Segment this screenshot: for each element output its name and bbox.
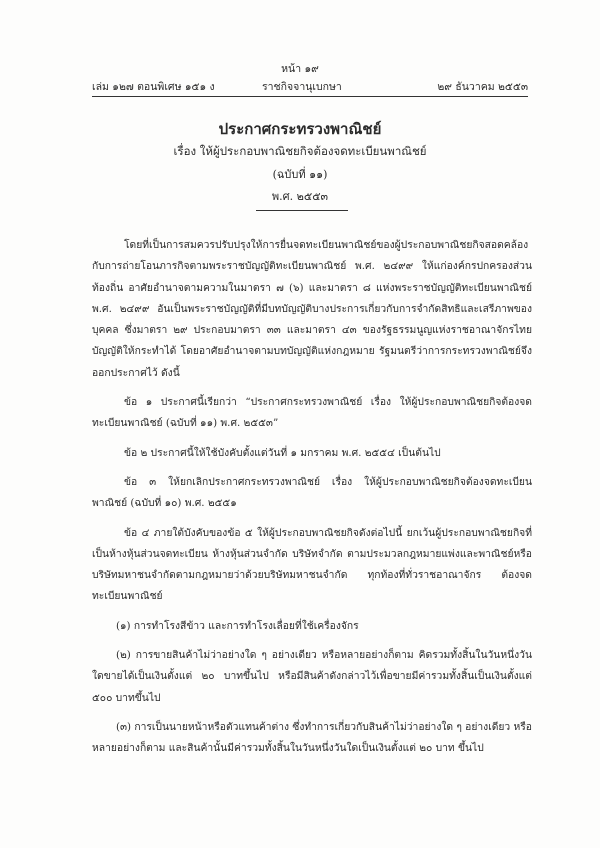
header-row	[92, 78, 528, 92]
gazette-header	[0, 60, 600, 106]
clause-1: ข้อ ๑ ประกาศนี้เรียกว่า “ประกาศกระทรวงพาณิชย์ เรื่อง ให้ผู้ประกอบพาณิชยกิจต้องจดทะเบียนพาณิชย์ (ฉบับที่ ๑๑) พ.ศ. ๒๕๕๓”	[92, 396, 532, 430]
clause-4: ข้อ ๔ ภายใต้บังคับของข้อ ๕ ให้ผู้ประกอบพาณิชยกิจดังต่อไปนี้ ยกเว้นผู้ประกอบพาณิชยกิจที่เป็นห้างหุ้นส่วนจดทะเบียน ห้างหุ้นส่วนจำกัด บริษัทจำกัด ตามประมวลกฎหมายแพ่งและพาณิชย์หรือบริษัทมหาชนจำกัดตามกฎหมายว่าด้วยบริษัทมหาชนจำกัด ทุกท้องที่ทั่วราชอาณาจักร ต้องจดทะเบียนพาณิชย์	[92, 526, 532, 603]
volume-info: เล่ม ๑๒๗ ตอนพิเศษ ๑๕๑ ง	[92, 81, 215, 93]
gazette-name: ราชกิจจานุเบกษา	[262, 81, 342, 93]
clause-3: ข้อ ๓ ให้ยกเลิกประกาศกระทรวงพาณิชย์ เรื่อง ให้ผู้ประกอบพาณิชยกิจต้องจดทะเบียนพาณิชย์ (ฉบับที่ ๑๐) พ.ศ. ๒๕๕๑	[92, 475, 532, 510]
clause-4-item-2: (๒) การขายสินค้าไม่ว่าอย่างใด ๆ อย่างเดียว หรือหลายอย่างก็ตาม คิดรวมทั้งสิ้นในวันหนึ่งวันใดขายได้เป็นเงินตั้งแต่ ๒๐ บาทขึ้นไป หรือมีสินค้าดังกล่าวไว้เพื่อขายมีค่ารวมทั้งสิ้นเป็นเงินตั้งแต่ ๕๐๐ บาทขึ้นไป	[92, 649, 532, 704]
title-separator	[256, 210, 348, 211]
publication-date: ๒๙ ธันวาคม ๒๕๕๓	[437, 81, 528, 93]
header-rule	[92, 96, 528, 97]
preamble-paragraph: โดยที่เป็นการสมควรปรับปรุงให้การยื่นจดทะเบียนพาณิชย์ของผู้ประกอบพาณิชยกิจสอดคล้องกับการถ่ายโอนภารกิจตามพระราชบัญญัติทะเบียนพาณิชย์ พ.ศ. ๒๔๙๙ ให้แก่องค์กรปกครองส่วนท้องถิ่น อาศัยอำนาจตามความในมาตรา ๗ (๖) และมาตรา ๘ แห่งพระราชบัญญัติทะเบียนพาณิชย์ พ.ศ. ๒๔๙๙ อันเป็นพระราชบัญญัติที่มีบทบัญญัติบางประการเกี่ยวกับการจำกัดสิทธิและเสรีภาพของบุคคล ซึ่งมาตรา ๒๙ ประกอบมาตรา ๓๓ และมาตรา ๔๓ ของรัฐธรรมนูญแห่งราชอาณาจักรไทยบัญญัติให้กระทำได้ โดยอาศัยอำนาจตามบทบัญญัติแห่งกฎหมาย รัฐมนตรีว่าการกระทรวงพาณิชย์จึงออกประกาศไว้ ดังนี้	[92, 239, 532, 379]
clause-4-item-3: (๓) การเป็นนายหน้าหรือตัวแทนค้าต่าง ซึ่งทำการเกี่ยวกับสินค้าไม่ว่าอย่างใด ๆ อย่างเดียว หรือหลายอย่างก็ตาม และสินค้านั้นมีค่ารวมทั้งสิ้นในวันหนึ่งวันใดเป็นเงินตั้งแต่ ๒๐ บาท ขึ้นไป	[92, 720, 532, 755]
page-number: หน้า ๑๙	[281, 63, 319, 75]
clause-2: ข้อ ๒ ประกาศนี้ให้ใช้บังคับตั้งแต่วันที่ ๑ มกราคม พ.ศ. ๒๕๕๔ เป็นต้นไป	[124, 446, 441, 459]
announcement-subject: เรื่อง ให้ผู้ประกอบพาณิชยกิจต้องจดทะเบียนพาณิชย์	[173, 144, 427, 158]
announcement-body	[92, 235, 532, 768]
announcement-title: ประกาศกระทรวงพาณิชย์	[218, 120, 382, 138]
clause-4-item-1: (๑) การทำโรงสีข้าว และการทำโรงเลื่อยที่ใช้เครื่องจักร	[116, 619, 359, 632]
announcement-year: พ.ศ. ๒๕๕๓	[271, 190, 329, 203]
announcement-issue: (ฉบับที่ ๑๑)	[272, 168, 328, 181]
